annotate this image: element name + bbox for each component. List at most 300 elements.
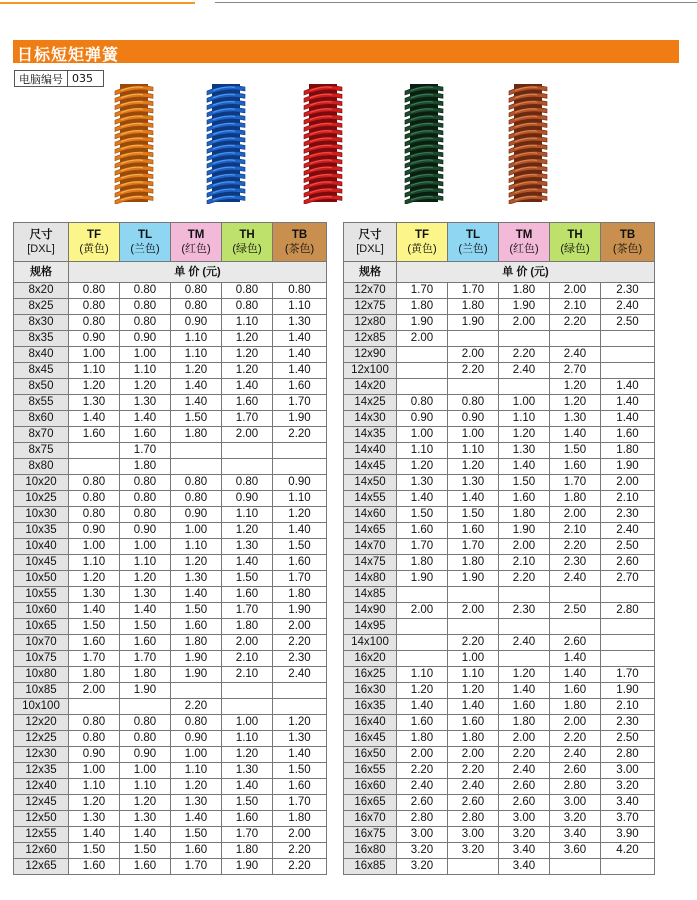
price-table-left [13,222,327,875]
price-cell-tf: 1.10 [69,363,120,379]
price-cell-tf [69,443,120,459]
header-color-name: (黄色) [79,243,109,255]
size-cell: 16x30 [344,683,397,699]
price-cell-th: 1.50 [222,571,273,587]
size-cell: 10x25 [14,491,69,507]
price-cell-tb: 3.90 [601,827,655,843]
size-cell: 12x75 [344,299,397,315]
table-row [14,299,327,315]
price-cell-tl: 0.80 [120,715,171,731]
price-cell-th: 0.80 [222,475,273,491]
size-cell: 14x30 [344,411,397,427]
price-cell-tm: 1.80 [499,715,550,731]
price-cell-tl: 1.60 [120,635,171,651]
price-cell-tl [120,699,171,715]
price-cell-tm: 2.30 [499,603,550,619]
price-cell-tl [448,331,499,347]
table-row [344,331,655,347]
price-cell-tm: 1.40 [171,587,222,603]
price-cell-tl: 1.00 [448,651,499,667]
header-color-name: (兰色) [130,243,160,255]
product-code-box [14,70,104,87]
price-label: 单 价 (元) [397,262,655,283]
price-table-right [343,222,655,875]
price-cell-tf: 1.30 [69,395,120,411]
price-cell-th: 1.00 [222,715,273,731]
price-cell-tb: 2.20 [273,427,327,443]
price-cell-tm: 3.40 [499,843,550,859]
size-cell: 12x20 [14,715,69,731]
price-cell-th: 1.60 [550,683,601,699]
price-cell-tf [397,619,448,635]
size-cell: 14x50 [344,475,397,491]
price-cell-tl [448,859,499,875]
header-row [344,223,655,262]
price-cell-th [550,859,601,875]
price-cell-tb: 1.20 [273,715,327,731]
header-tb [273,223,327,262]
size-cell: 8x60 [14,411,69,427]
price-cell-th: 1.40 [550,667,601,683]
header-color-name: (红色) [509,243,539,255]
size-cell: 12x35 [14,763,69,779]
code-value: 035 [72,72,93,85]
subheader-row [14,262,327,283]
price-cell-tb [601,331,655,347]
price-cell-tf [397,587,448,603]
size-cell: 8x30 [14,315,69,331]
price-cell-th: 1.20 [550,395,601,411]
price-cell-tb: 2.40 [601,523,655,539]
size-cell: 16x85 [344,859,397,875]
page-title: 日标短矩弹簧 [17,45,120,64]
price-cell-tm: 2.60 [499,795,550,811]
price-cell-tb: 1.30 [273,315,327,331]
size-cell: 8x55 [14,395,69,411]
size-cell: 10x70 [14,635,69,651]
price-cell-th: 2.00 [550,283,601,299]
price-cell-tm: 1.10 [171,331,222,347]
price-cell-tb: 2.00 [273,827,327,843]
table-row [14,843,327,859]
price-cell-tf: 1.40 [69,603,120,619]
size-cell: 16x40 [344,715,397,731]
price-cell-tl: 0.90 [448,411,499,427]
price-cell-tl [448,379,499,395]
table-row [344,427,655,443]
price-cell-tf [397,651,448,667]
price-cell-tb: 4.20 [601,843,655,859]
price-cell-tm [499,619,550,635]
price-cell-tm: 2.40 [499,635,550,651]
header-color-name: (黄色) [407,243,437,255]
top-divider-line [215,0,697,3]
price-cell-tm: 2.00 [499,315,550,331]
price-cell-tf: 1.80 [69,667,120,683]
price-cell-tm: 1.50 [171,603,222,619]
price-cell-tl: 0.80 [120,299,171,315]
price-cell-tl: 0.80 [120,491,171,507]
price-cell-tb: 1.10 [273,491,327,507]
price-cell-tb: 1.60 [273,555,327,571]
size-cell: 10x30 [14,507,69,523]
table-row [14,859,327,875]
size-cell: 16x70 [344,811,397,827]
price-cell-tb: 3.20 [601,779,655,795]
price-cell-th: 0.80 [222,283,273,299]
price-cell-tf: 1.20 [397,459,448,475]
price-cell-tf: 2.00 [397,331,448,347]
price-cell-tf: 1.80 [397,731,448,747]
price-cell-tf: 0.80 [69,491,120,507]
table-row [14,507,327,523]
table-row [344,459,655,475]
price-cell-tl: 1.60 [448,523,499,539]
price-cell-tf: 1.70 [397,283,448,299]
price-cell-tl: 3.20 [448,843,499,859]
price-cell-tf: 1.10 [397,667,448,683]
table-row [344,763,655,779]
table-row [344,651,655,667]
header-code: TM [187,229,205,241]
price-cell-tf: 1.60 [69,635,120,651]
price-cell-tb: 2.60 [601,555,655,571]
table-row [344,747,655,763]
price-cell-tf: 1.00 [397,427,448,443]
price-cell-tf: 1.30 [69,811,120,827]
table-row [344,347,655,363]
price-cell-th: 1.10 [222,507,273,523]
size-cell: 16x60 [344,779,397,795]
price-cell-th: 2.20 [550,315,601,331]
price-cell-th: 1.30 [222,763,273,779]
table-row [14,539,327,555]
price-cell-tb: 1.10 [273,299,327,315]
price-cell-tl: 1.60 [120,859,171,875]
header-tf [69,223,120,262]
price-cell-tm: 2.20 [499,347,550,363]
price-cell-tl: 1.60 [120,427,171,443]
price-cell-tm: 1.00 [171,523,222,539]
table-row [14,683,327,699]
price-cell-th: 1.20 [550,379,601,395]
price-cell-th [222,683,273,699]
table-row [344,587,655,603]
price-cell-tm: 1.40 [499,459,550,475]
size-cell: 12x55 [14,827,69,843]
price-cell-th: 3.20 [550,811,601,827]
table-row [14,379,327,395]
price-cell-tl: 1.80 [448,731,499,747]
price-cell-tf: 1.80 [397,555,448,571]
price-cell-tl: 1.30 [120,811,171,827]
price-cell-tb: 1.40 [273,523,327,539]
price-cell-tb: 1.60 [601,427,655,443]
size-cell: 14x95 [344,619,397,635]
size-header-unit: [DXL] [27,243,55,255]
price-cell-tl: 1.10 [120,363,171,379]
price-cell-tl: 1.20 [120,795,171,811]
price-cell-tl [448,619,499,635]
header-color-name: (绿色) [232,243,262,255]
size-cell: 14x25 [344,395,397,411]
price-cell-tf: 0.80 [69,299,120,315]
price-cell-tm: 1.20 [499,427,550,443]
price-cell-tl: 1.80 [120,459,171,475]
price-cell-tl: 2.20 [448,763,499,779]
price-cell-tl: 1.40 [120,603,171,619]
price-cell-tm: 1.30 [499,443,550,459]
table-row [344,667,655,683]
size-cell: 14x35 [344,427,397,443]
table-row [14,443,327,459]
size-cell: 12x70 [344,283,397,299]
price-cell-tl: 2.60 [448,795,499,811]
table-row [14,395,327,411]
price-cell-tm: 1.20 [499,667,550,683]
price-cell-tb [273,443,327,459]
spring-tf-image [113,82,155,204]
price-cell-tm: 2.40 [499,363,550,379]
price-cell-tb: 3.00 [601,763,655,779]
price-cell-th: 1.70 [222,827,273,843]
price-cell-th: 2.30 [550,555,601,571]
price-cell-tm: 3.20 [499,827,550,843]
price-cell-th: 2.10 [222,667,273,683]
price-cell-tb [273,699,327,715]
price-cell-tb [601,859,655,875]
price-cell-tb: 2.30 [273,651,327,667]
price-cell-th: 1.40 [222,555,273,571]
price-cell-tl: 2.80 [448,811,499,827]
header-color-name: (茶色) [284,243,315,255]
price-cell-th: 2.10 [550,299,601,315]
price-cell-tm: 1.10 [171,539,222,555]
price-cell-tl: 1.20 [120,571,171,587]
price-cell-tf: 1.50 [69,843,120,859]
size-cell: 12x45 [14,795,69,811]
size-cell: 10x60 [14,603,69,619]
price-cell-th: 1.40 [550,427,601,443]
table-row [344,683,655,699]
price-cell-th: 2.50 [550,603,601,619]
price-cell-tm: 1.70 [171,859,222,875]
price-cell-tf: 0.80 [69,507,120,523]
header-color-name: (绿色) [560,243,590,255]
price-cell-tf: 1.40 [397,699,448,715]
size-cell: 10x45 [14,555,69,571]
price-cell-th [550,619,601,635]
price-cell-tl: 0.90 [120,523,171,539]
spring-tb-image [507,82,549,204]
size-cell: 10x35 [14,523,69,539]
price-cell-tf: 3.20 [397,859,448,875]
price-cell-th [222,699,273,715]
size-cell: 16x20 [344,651,397,667]
price-cell-tl: 2.20 [448,363,499,379]
price-cell-th: 1.70 [222,411,273,427]
price-cell-th: 2.20 [550,731,601,747]
price-cell-tb [273,459,327,475]
price-cell-tb: 0.90 [273,475,327,491]
size-cell: 10x80 [14,667,69,683]
size-cell: 14x65 [344,523,397,539]
price-cell-tb: 1.70 [273,795,327,811]
price-cell-tb: 1.20 [273,507,327,523]
size-cell: 14x60 [344,507,397,523]
price-cell-th: 1.30 [550,411,601,427]
price-cell-tf: 1.60 [397,523,448,539]
table-row [14,667,327,683]
price-cell-th: 2.00 [222,635,273,651]
price-cell-th: 2.60 [550,763,601,779]
table-row [344,475,655,491]
size-cell: 8x75 [14,443,69,459]
header-code: TM [515,229,533,241]
price-cell-tf: 2.20 [397,763,448,779]
price-cell-tm: 1.60 [499,699,550,715]
price-cell-tm [171,459,222,475]
price-cell-tl: 2.20 [448,635,499,651]
header-tm [171,223,222,262]
price-cell-tl: 1.70 [448,283,499,299]
size-cell: 10x40 [14,539,69,555]
price-cell-tb: 1.40 [273,347,327,363]
table-row [14,651,327,667]
top-accent-line [0,0,195,4]
price-cell-tb: 1.40 [601,395,655,411]
table-row [14,427,327,443]
price-cell-tl: 0.80 [120,283,171,299]
price-cell-tl: 0.90 [120,747,171,763]
price-cell-tb: 2.30 [601,715,655,731]
table-row [344,859,655,875]
subheader-row [344,262,655,283]
price-cell-tm: 1.40 [171,811,222,827]
price-cell-tm: 1.80 [171,635,222,651]
price-cell-tb: 1.80 [601,443,655,459]
header-tf [397,223,448,262]
price-cell-tf [397,635,448,651]
table-row [14,283,327,299]
price-cell-tf: 1.50 [69,619,120,635]
price-cell-tf: 1.60 [69,859,120,875]
price-cell-tb: 1.70 [601,667,655,683]
price-cell-tb: 1.30 [273,731,327,747]
price-cell-tl: 1.00 [120,347,171,363]
size-cell: 14x20 [344,379,397,395]
price-cell-tl: 1.50 [120,619,171,635]
price-cell-tf: 2.80 [397,811,448,827]
price-cell-th: 1.40 [222,779,273,795]
table-row [344,811,655,827]
price-cell-tl [448,587,499,603]
price-cell-tb: 2.00 [601,475,655,491]
price-cell-tb: 2.80 [601,603,655,619]
spec-label: 规格 [14,262,69,283]
price-cell-th: 1.80 [550,491,601,507]
table-row [14,779,327,795]
size-cell: 8x35 [14,331,69,347]
header-color-name: (茶色) [612,243,643,255]
price-cell-tf: 0.80 [69,283,120,299]
table-row [344,603,655,619]
size-cell: 14x85 [344,587,397,603]
header-tl [120,223,171,262]
price-cell-tm: 1.10 [171,763,222,779]
price-cell-th: 3.60 [550,843,601,859]
header-code: TB [619,229,636,241]
size-cell: 12x40 [14,779,69,795]
price-cell-tf: 1.70 [397,539,448,555]
price-cell-th: 1.30 [222,539,273,555]
price-cell-tf: 1.10 [69,555,120,571]
size-cell: 10x85 [14,683,69,699]
price-cell-tb: 2.20 [273,859,327,875]
spring-tm-image [302,82,344,204]
price-cell-th: 1.50 [550,443,601,459]
size-header-label: 尺寸 [29,229,53,241]
price-cell-tb [601,363,655,379]
price-cell-tl: 1.70 [120,443,171,459]
price-cell-th: 1.20 [222,347,273,363]
price-cell-tl: 1.20 [448,683,499,699]
price-cell-th: 1.10 [222,731,273,747]
size-cell: 16x50 [344,747,397,763]
size-cell: 8x40 [14,347,69,363]
header-th [550,223,601,262]
price-cell-tb: 1.60 [273,779,327,795]
price-cell-tb [601,587,655,603]
price-cell-th: 1.60 [222,395,273,411]
price-cell-tf [69,459,120,475]
price-cell-tf [397,363,448,379]
price-cell-tb: 1.40 [273,747,327,763]
price-cell-tl: 1.40 [448,699,499,715]
price-cell-tm: 1.60 [171,619,222,635]
price-cell-tl: 1.00 [120,763,171,779]
price-cell-tl: 2.00 [448,347,499,363]
size-cell: 14x80 [344,571,397,587]
price-cell-tl: 1.30 [120,395,171,411]
price-cell-tl: 1.30 [448,475,499,491]
price-cell-tm [499,651,550,667]
price-cell-tl: 1.70 [448,539,499,555]
table-row [14,459,327,475]
size-cell: 8x70 [14,427,69,443]
price-cell-tb [601,347,655,363]
price-cell-tf: 0.80 [69,315,120,331]
table-row [14,315,327,331]
price-cell-tl: 1.60 [448,715,499,731]
price-cell-tb: 1.90 [273,603,327,619]
price-cell-tf: 0.80 [397,395,448,411]
price-cell-tm: 2.40 [499,763,550,779]
table-row [14,475,327,491]
price-cell-tm: 1.30 [171,571,222,587]
price-cell-tl: 1.10 [120,779,171,795]
price-cell-tm: 0.80 [171,491,222,507]
price-cell-tm: 2.60 [499,779,550,795]
table-row [14,555,327,571]
table-row [14,571,327,587]
header-code: TH [567,229,583,241]
price-cell-tf: 2.00 [397,747,448,763]
price-cell-tf: 0.90 [69,331,120,347]
price-cell-tm: 1.60 [499,491,550,507]
price-cell-th: 2.00 [550,715,601,731]
price-cell-tb: 2.30 [601,507,655,523]
